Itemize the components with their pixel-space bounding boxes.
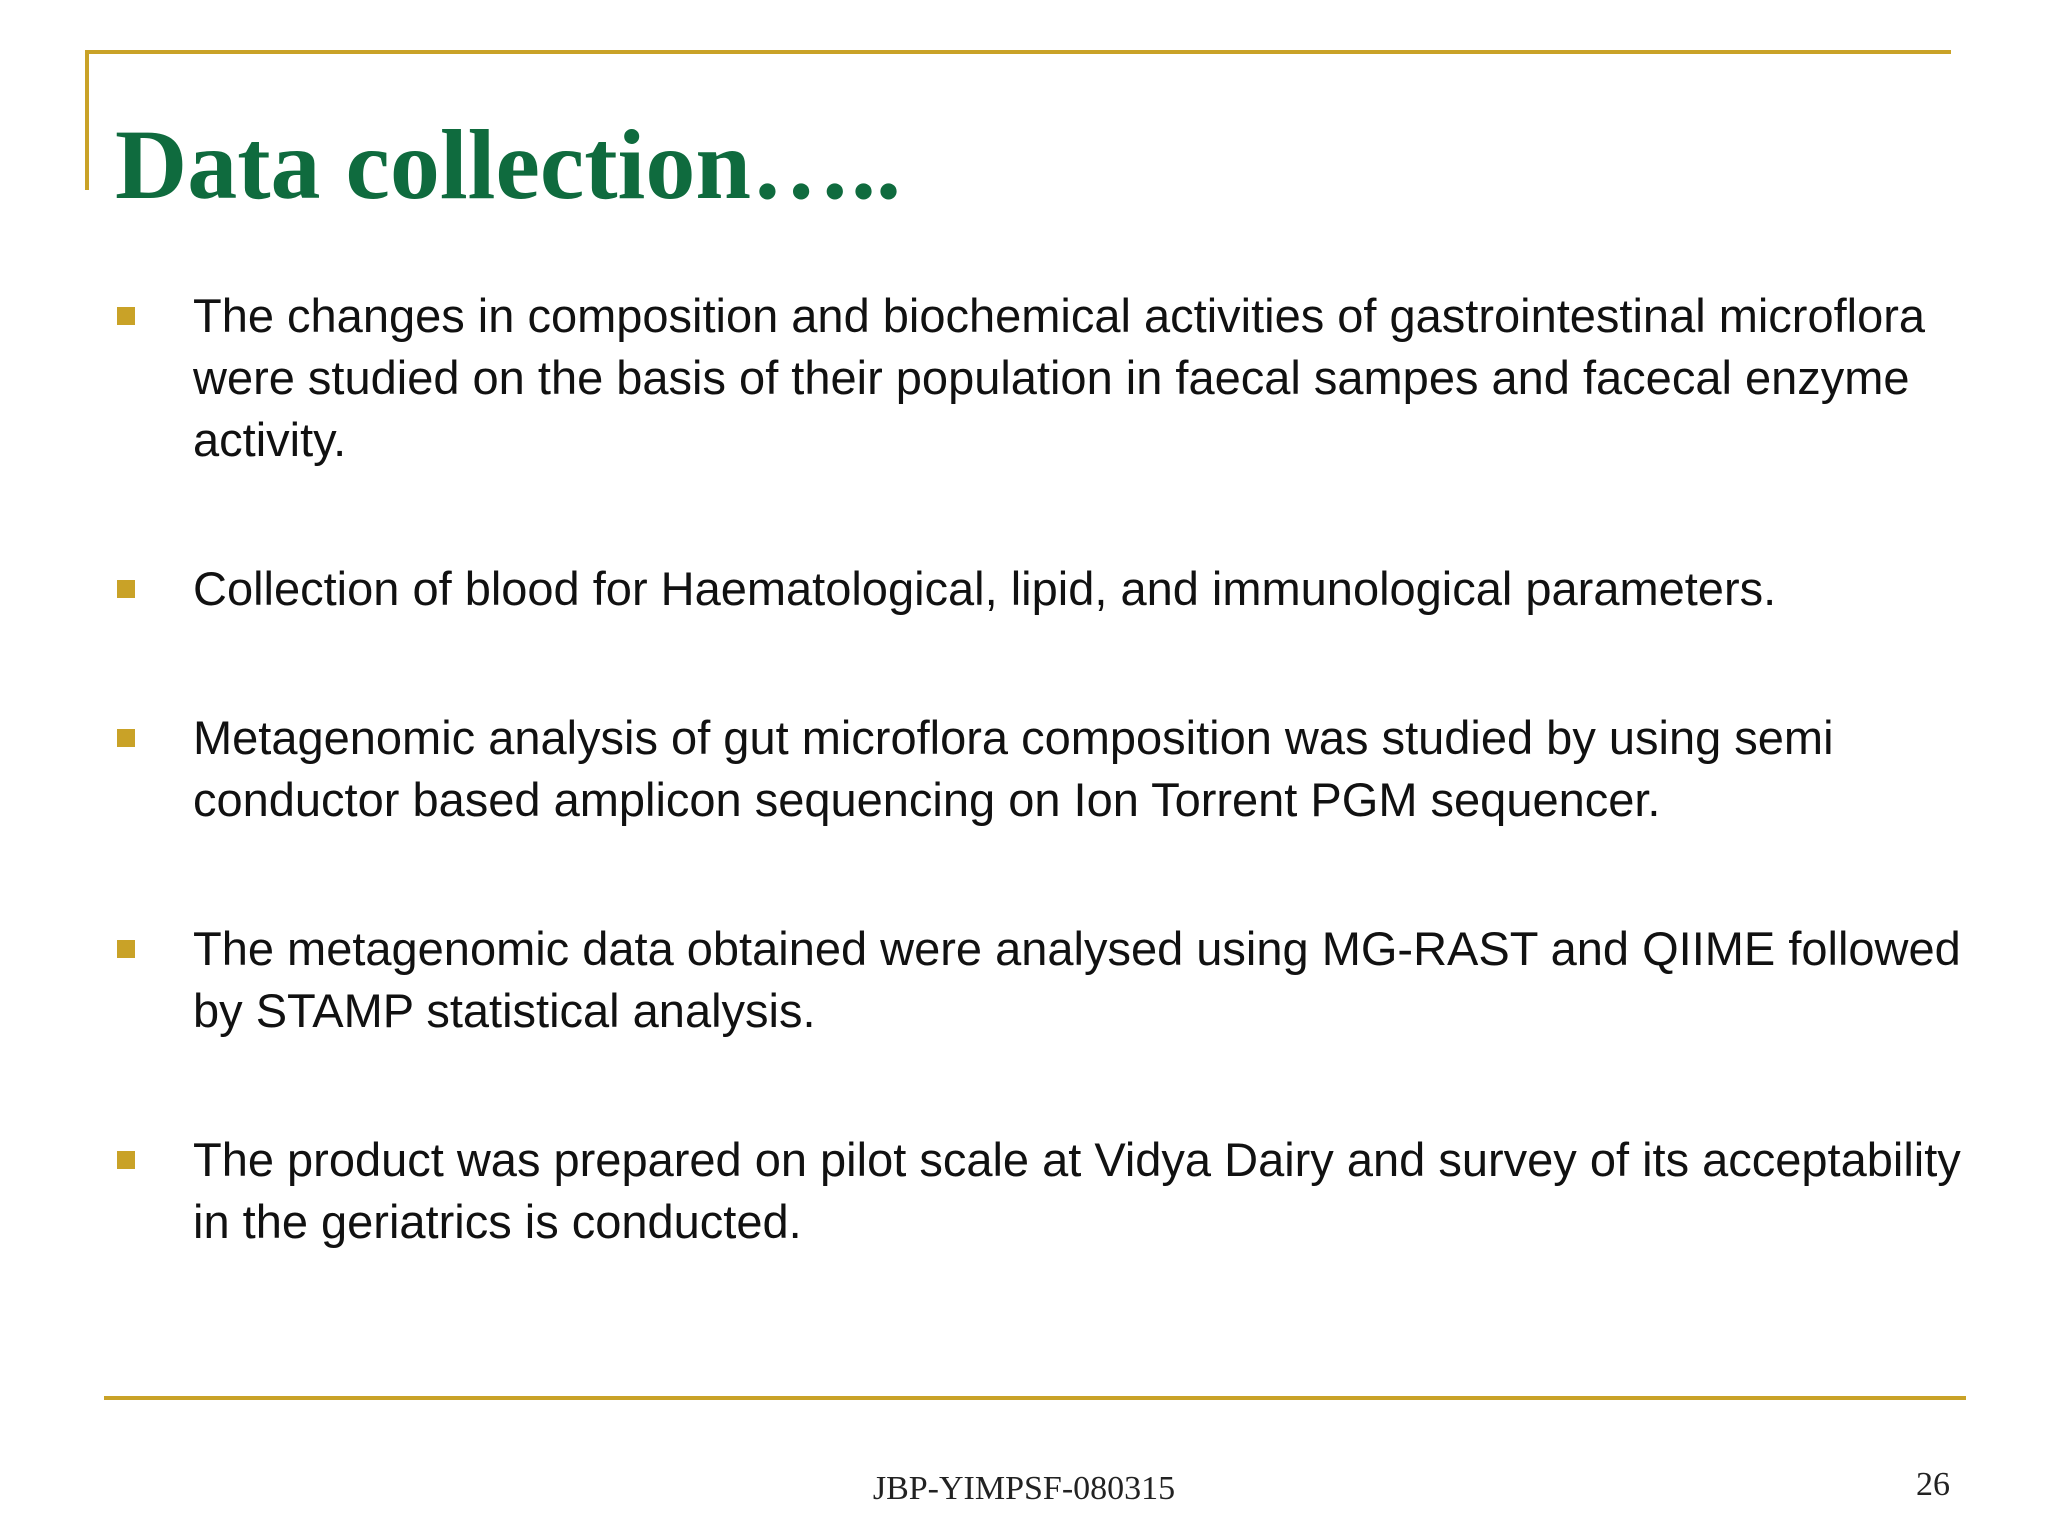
bullet-item bbox=[115, 918, 1965, 1042]
bullet-item bbox=[115, 1129, 1965, 1253]
footer-label: JBP-YIMPSF-080315 bbox=[872, 1470, 1176, 1507]
bullet-text: The changes in composition and biochemical activities of gastrointestinal microflora were studied on the basis of their population in faecal sampes and facecal enzyme activity. bbox=[193, 289, 1926, 466]
slide-title: Data collection….. bbox=[115, 109, 901, 220]
bullet-list bbox=[115, 285, 1965, 1340]
square-bullet-icon bbox=[117, 580, 135, 598]
square-bullet-icon bbox=[117, 729, 135, 747]
square-bullet-icon bbox=[117, 1151, 135, 1169]
bullet-text: The product was prepared on pilot scale at Vidya Dairy and survey of its acceptability in the geriatrics is conducted. bbox=[193, 1133, 1961, 1248]
left-frame-line bbox=[85, 50, 89, 190]
page-number: 26 bbox=[1916, 1466, 1950, 1503]
footer-divider bbox=[104, 1396, 1966, 1400]
bullet-text: The metagenomic data obtained were analysed using MG-RAST and QIIME followed by STAMP statistical analysis. bbox=[193, 922, 1961, 1037]
top-frame-line bbox=[85, 50, 1951, 54]
bullet-item bbox=[115, 707, 1965, 831]
bullet-item bbox=[115, 558, 1965, 620]
square-bullet-icon bbox=[117, 307, 135, 325]
bullet-text: Collection of blood for Haematological, lipid, and immunological parameters. bbox=[193, 562, 1777, 615]
bullet-item bbox=[115, 285, 1965, 471]
square-bullet-icon bbox=[117, 940, 135, 958]
bullet-text: Metagenomic analysis of gut microflora composition was studied by using semi conductor based amplicon sequencing on Ion Torrent PGM sequencer. bbox=[193, 711, 1834, 826]
